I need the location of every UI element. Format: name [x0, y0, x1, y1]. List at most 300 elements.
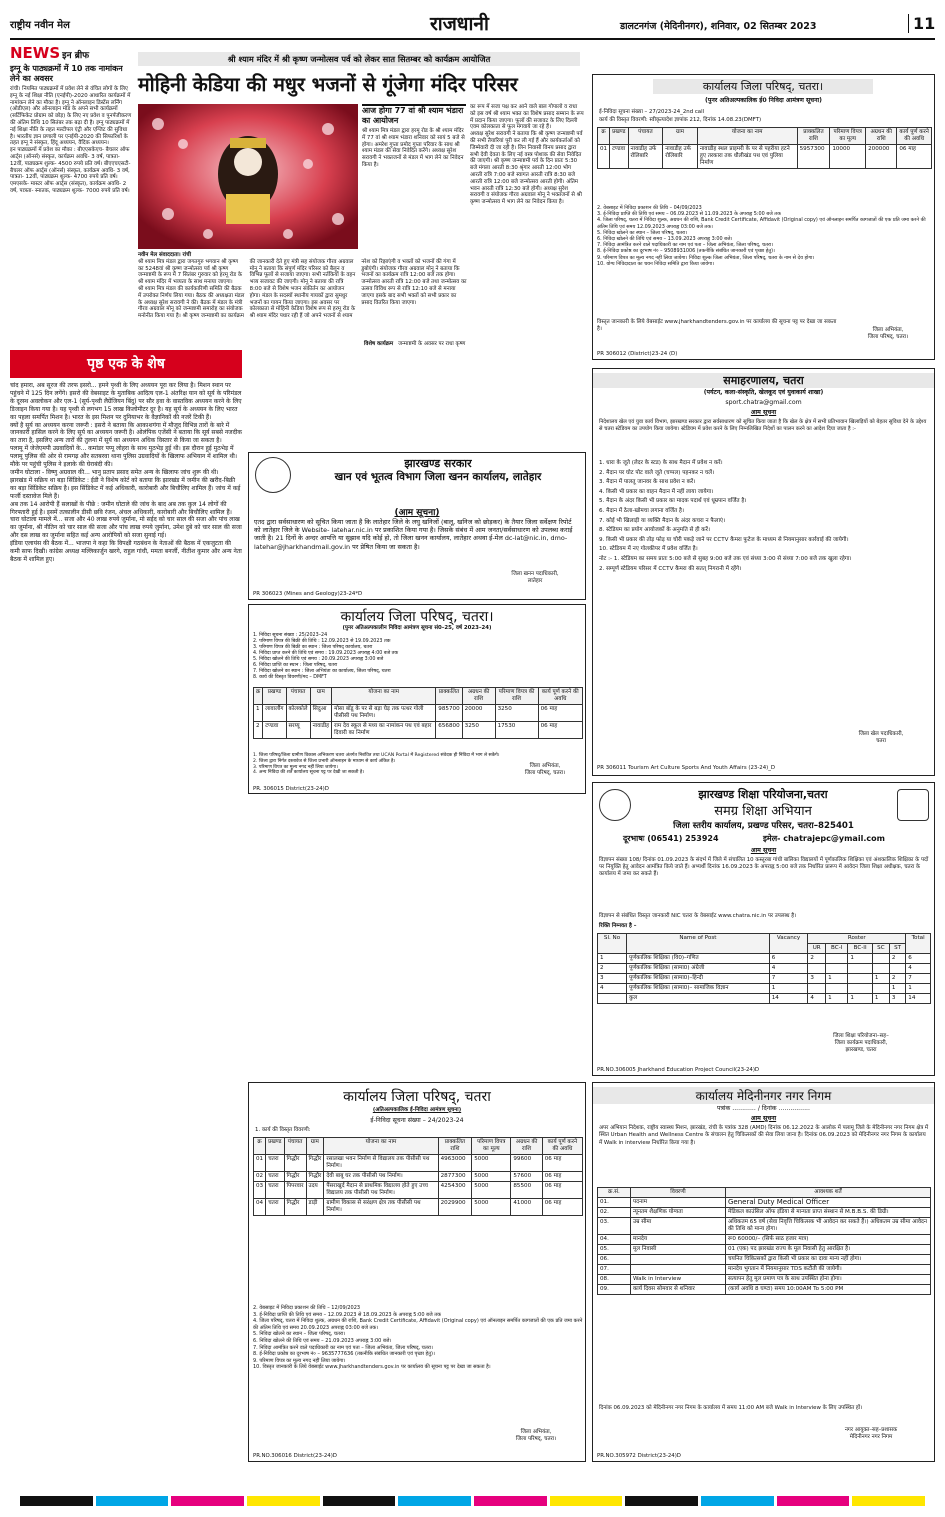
- zp-bottom-ad: [248, 1082, 586, 1462]
- th: Sl. No: [598, 934, 627, 954]
- td: 03.: [598, 1218, 631, 1235]
- th: योजना का नाम: [324, 1138, 438, 1155]
- edu-head1: झारखण्ड शिक्षा परियोजना,चतरा: [698, 788, 828, 801]
- nagar-footer: दिनांक 06.09.2023 को मेदिनीनगर नगर निगम के कार्यालय में समय 11:00 AM बजे Walk in Interview के लिए उपस्थित हों।: [599, 1405, 863, 1411]
- td: Walk in Interview: [631, 1275, 726, 1285]
- td: [872, 984, 889, 994]
- table-row: [598, 1275, 931, 1285]
- td: 5000: [472, 1182, 511, 1199]
- zp-mid-meta: 1. निविदा सूचना संख्या : 25/2023–24 2. परिमाण विपत्र की बिक्री की तिथि : 12.09.2023 से 19.09.2023 तक 3. परिमाण विपत्र की बिक्री का स्थान : जिला परिषद् कार्यालय, चतरा 4. निविदा प्राप्त करने की तिथि एवं समय : 19.09.2023 अपराह्न 4:00 बजे तक 5. निविदा खोलने की तिथि एवं समय : 20.09.2023 अपराह्न 3:00 बजे 6. निविदा प्राप्ति का स्थान : जिला परिषद्, चतरा 7. निविदा खोलने का स्थान : जिला अभियंता का कार्यालय, जिला परिषद्, चतरा 8. कार्य की विस्तृत विवरणी/मद – DMFT: [253, 633, 399, 680]
- th-roster: Roster: [808, 934, 906, 944]
- zp-bottom-title: (अतिअल्पकालिक ई-निविदा आमंत्रण सूचना): [372, 1107, 462, 1113]
- color-registration-bar: [20, 1496, 925, 1506]
- tourism-dept: (पर्यटन, कला-संस्कृति, खेलकूद एवं युवाकार्य शाखा): [703, 389, 824, 396]
- tourism-rules: 1. धारा के जूते (लेदर के स्टड) के साथ मैदान में प्रवेश न करें। 2. मैदान पर घोट पोट वाले जूते (चप्पल) पहनकर न चलें। 3. मैदान में पालतू जानवर के साथ प्रवेश न करें। 4. किसी भी प्रकार का वाहन मैदान में नहीं लाया जायेगा। 5. मैदान के अंदर किसी भी प्रकार का मादक पदार्थ एवं धूम्रपान वर्जित है। 6. मैदान में ठेला-खोमचा लगाना वर्जित है। 7. कोई भी खिलाड़ी या व्यक्ति मैदान के अंदर कचरा न फैलाएं। 8. स्टेडियम का प्रयोग आयोजकों के अनुमति से ही करें। 9. किसी भी प्रकार की तोड़ फोड़ या चोरी पकड़े जाने पर CCTV कैमरा फुटेज के माध्यम से नियमानुसार कार्रवाई की जायेगी। 10. स्टेडियम में नए गोलकीपर में प्रवेश वर्जित है। नोट :- 1. स्टेडियम का समय प्रातः 5:00 बजे से सुबह 9:00 बजे तक एवं संध्या 3:00 से संध्या 7:00 बजे तक खुला रहेगा। 2. सम्पूर्ण स्टेडियम परिसर में CCTV कैमरा की सतत् निगरानी में रहेंगे।: [599, 460, 852, 572]
- td: देवी बाबू घर तक पीसीसी पथ निर्माण।: [324, 1172, 438, 1182]
- zp-bottom-sub: 1. कार्य की विस्तृत विवरणी:: [255, 1127, 311, 1133]
- td: चतरा: [266, 1199, 284, 1216]
- table-total-row: [598, 994, 931, 1004]
- td: 4254300: [438, 1182, 472, 1199]
- td: पूर्णकालिक शिक्षिका (सामा0) अंग्रेजी: [627, 964, 770, 974]
- td: 3250: [462, 722, 495, 739]
- td: चतरा: [266, 1155, 284, 1172]
- table-row: [598, 1198, 931, 1208]
- mining-dept: खान एवं भूतत्व विभाग जिला खनन कार्यालय, लातेहार: [334, 471, 542, 483]
- td: सरय्यू: [286, 722, 310, 739]
- td: 3250: [495, 705, 538, 722]
- td: पूर्णकालिक शिक्षिका (सामा0)– सामाजिक विज्ञान: [627, 984, 770, 994]
- td: 1: [826, 994, 848, 1004]
- td: सिदुआ: [310, 705, 332, 722]
- th: कार्य पूर्ण करने की अवधि: [897, 128, 932, 145]
- tourism-email: sport.chatra@gmail.com: [725, 399, 802, 406]
- td: 99600: [511, 1155, 542, 1172]
- tourism-ad: [592, 368, 935, 776]
- swatch: [852, 1496, 925, 1506]
- tourism-pr: PR 306011 Tourism Art Culture Sports And Youth Affairs (23-24)_D: [597, 765, 776, 771]
- edu-table: [597, 933, 931, 1004]
- td: पदनाम: [631, 1198, 726, 1208]
- td: कोलकोले: [286, 705, 310, 722]
- edu-phone: दूरभाषः (06541) 253924: [623, 834, 719, 843]
- zp-top-signer: जिला अभियंता, जिला परिषद्, चतरा।: [867, 327, 909, 340]
- td: [826, 964, 848, 974]
- td: डाड़ी: [306, 1199, 324, 1216]
- table-row: [254, 722, 583, 739]
- lead-body-text: श्री श्याम मित्र मंडल द्वारा जगतगुरु भगवान श्री कृष्ण का 5248वां श्री कृष्ण जन्मोत्सव पर्व श्री कृष्ण जन्माष्टमी के रूप में 7 सितंबर गुरुवार को हरमू रोड के श्री श्याम मंदिर में भव्यता के साथ मनाया जाएगा। श्री श्याम मित्र मंडल की कार्यकारिणी समिति की बैठक में उपरोक्त निर्णय लिया गया। बैठक की अध्यक्षता मंडल के अध्यक्ष सुरेश सरावगी ने की। बैठक में मंडल के मंत्री गौरव अग्रवाल मोनू को जन्माष्टमी समारोह का संयोजक मनोनीत किया गया है। श्री कृष्ण जन्माष्टमी का कार्यक्रम की जानकारी देते हुए मंत्री सह संयोजक गौरव अग्रवाल मोनू ने बताया कि संपूर्ण मंदिर परिसर को बैलून व विभिन्न फूलों से सजाया जाएगा। सभी नर्तकियों के वहन भव्य सजावट की जाएगी। मोनू ने बताया की रात्रि 8:00 बजे से विशेष भजन संकीर्तन का आयोजन होगा। मंडल के सदस्यों स्थानीय गायकों द्वारा सुमधुर भजनों का गायन किया जाएगा। इस अवसर पर कोलकाता से मोहिनी केडिया विशेष रूप से हरमू रोड के श्री श्याम मंदिर पधार रही हैं जो अपने भजनों से श्याम नरेश को रिझाएंगी व भक्तों को भजनों की गंगा में डुबोएंगी। संयोजक गौरव अग्रवाल मोनू ने बताया कि भजनों का कार्यक्रम रात्रि 12:00 बजे तक होगा। जन्मोत्सव आरती रात्रि 12:00 बजे तथा जन्मोत्सव का उत्सव विविध रूप से रात्रि 12:10 बजे से मनाया जाएगा इसके बाद सभी भक्तों को सभी प्रकार का प्रसाद वितरित किया जाएगा।: [138, 258, 467, 320]
- th: प्रखण्ड: [263, 688, 286, 705]
- td: 04: [254, 1199, 266, 1216]
- td: मेडिकल काउंसिल ऑफ इंडिया से मान्यता प्राप्त संस्थान से M.B.B.S. की डिग्री।: [726, 1208, 931, 1218]
- td: नावाडीह उर्फ रोलिबारि: [663, 145, 698, 169]
- zp-mid-table: [253, 687, 583, 739]
- td: 1: [889, 984, 905, 994]
- zp-top-website: विस्तृत जानकारी के लिये वेबसाईट www.jharkhandtenders.gov.in पर कार्यालय की सूचना पट्ट पर देखा जा सकता है।: [597, 319, 839, 332]
- lead-body: [138, 252, 468, 347]
- zp-bottom-office: कार्यालय जिला परिषद्, चतरा: [343, 1089, 491, 1105]
- lead-headline: मोहिनी केडिया की मधुर भजनों से गूंजेगा मंदिर परिसर: [138, 73, 518, 96]
- td: मोसा बॉडू के पर से बड़ा घेड़ तक पत्थर गोली पीसीसी पथ निर्माण।: [332, 705, 436, 722]
- td: 6: [769, 954, 808, 964]
- td: राम देव स्कूल से मध्य का नामांकन पथ एवं बहार दिवारी का निर्माण: [332, 722, 436, 739]
- table-header-row: [598, 128, 932, 145]
- td: 7: [769, 974, 808, 984]
- th: प्राक्कलित राशि: [797, 128, 830, 145]
- th: क्र.सं.: [598, 1188, 631, 1198]
- td: 57600: [511, 1172, 542, 1182]
- td: 06 माह: [538, 705, 582, 722]
- jepc-logo-icon: [599, 789, 631, 821]
- td: 656800: [436, 722, 462, 739]
- section-title: राजधानी: [430, 13, 489, 35]
- td: 06 माह: [538, 722, 582, 739]
- swatch: [474, 1496, 547, 1506]
- td: 1: [872, 974, 889, 984]
- td: 04.: [598, 1235, 631, 1245]
- td: लावालौंग: [263, 705, 286, 722]
- lead-sidebar: [362, 104, 466, 249]
- swatch: [323, 1496, 396, 1506]
- nagar-table: [597, 1187, 931, 1295]
- table-row: [254, 1182, 583, 1199]
- td: नावाडीह स्थल प्राइमरी के पर से पहरीया हटने हुए तरकारा तक धौलीखंड पथ एवं पुलिया निर्माण: [697, 145, 797, 169]
- table-row: [598, 1255, 931, 1265]
- jharkhand-emblem-icon: [255, 457, 291, 493]
- td: 2: [254, 722, 263, 739]
- th: Name of Post: [627, 934, 770, 954]
- td: 1: [769, 984, 808, 994]
- zp-top-ref: ई-निविदा सूचना संख्या – 27/2023-24_2nd call: [599, 109, 705, 115]
- td: [631, 1265, 726, 1275]
- table-row: [598, 974, 931, 984]
- td: 3: [808, 974, 826, 984]
- td: 85500: [511, 1182, 542, 1199]
- nagar-office: कार्यालय मेदिनीनगर नगर निगम: [593, 1087, 934, 1104]
- special-block: [364, 330, 468, 349]
- td: 3: [889, 994, 905, 1004]
- td: 5957300: [797, 145, 830, 169]
- td: 07.: [598, 1265, 631, 1275]
- th: परिमाण विपत्र की राशि: [495, 688, 538, 705]
- td: 1: [598, 954, 627, 964]
- td: 4963000: [438, 1155, 472, 1172]
- th: योजना का नाम: [332, 688, 436, 705]
- td: 4: [598, 984, 627, 994]
- tourism-signer: जिला खेल पदाधिकारी, चतरा: [858, 731, 904, 744]
- td: पिपरवार: [284, 1182, 306, 1199]
- td: [808, 964, 826, 974]
- th: कार्य पूर्ण करने की अवधि: [538, 688, 582, 705]
- td: टण्डवा: [610, 145, 628, 169]
- tourism-office: समाहरणालय, चतरा: [593, 373, 934, 388]
- swatch: [96, 1496, 169, 1506]
- mining-notice: (आम सूचना): [394, 508, 440, 518]
- th: SC: [872, 944, 889, 954]
- table-header-row: [254, 688, 583, 705]
- zp-bottom-table: [253, 1137, 583, 1216]
- th: परिमाण विपत्र का मूल्य: [830, 128, 866, 145]
- zp-top-title: (पुनर अतिअल्पकालिक ई0 निविदा आमंत्रण सूचना): [705, 97, 822, 104]
- zp-mid-office: कार्यालय जिला परिषद्, चतरा।: [340, 609, 494, 625]
- td: 1: [826, 974, 848, 984]
- td: 1: [872, 994, 889, 1004]
- td: 06 माह: [542, 1182, 582, 1199]
- td: मानदेय भुगतान में नियमानुसार TDS कटौती की जायेगी।: [726, 1265, 931, 1275]
- td: नावाडीह: [310, 722, 332, 739]
- lead-byline: नवीन मेल संवाददाता। रांची: [138, 252, 191, 258]
- th: ग्राम: [306, 1138, 324, 1155]
- education-ad: [592, 782, 935, 1076]
- td: अधिकतम 65 वर्ष (सेवा निवृत्ति चिकित्सक भी आवेदन कर सकते हैं।) अधिकतम उम्र सीमा आवेदन की तिथि को मान्य होगा।: [726, 1218, 931, 1235]
- zp-top-ad: [592, 74, 935, 360]
- td: चतरा: [266, 1182, 284, 1199]
- logo: राष्ट्रीय नवीन मेल: [10, 20, 70, 31]
- td: [631, 1255, 726, 1265]
- nagar-pr: PR.NO.305972 District(23-24)D: [597, 1453, 681, 1459]
- td: 2029900: [438, 1199, 472, 1216]
- td: 06.: [598, 1255, 631, 1265]
- nagar-notice: आम सूचना: [750, 1115, 777, 1122]
- td: 01 (एक) पद झारखंड राज्य के मूल निवासी हेतु आरक्षित है।: [726, 1245, 931, 1255]
- edu-signer: जिला शिक्षा परियोजना–सह– जिला कार्यक्रम पदाधिकारी, झारखण्ड, चतरा: [833, 1033, 889, 1053]
- th: परिमाण विपत्र का मूल्य: [472, 1138, 511, 1155]
- table-row: [254, 1199, 583, 1216]
- td: 01: [254, 1155, 266, 1172]
- td: 02: [254, 1172, 266, 1182]
- td: 01: [598, 145, 610, 169]
- news-brief-label: NEWS इन ब्रीफ: [10, 44, 90, 62]
- td: (कार्य अवधि 8 घण्टा) समय 10:00AM To 5:00 PM: [726, 1285, 931, 1295]
- swatch: [625, 1496, 698, 1506]
- td: गिद्धौर: [284, 1155, 306, 1172]
- td: 2: [889, 974, 905, 984]
- zp-bottom-ref: ई-निविदा सूचना संख्या – 24/2023-24: [370, 1117, 464, 1124]
- td: 1: [254, 705, 263, 722]
- td: 05.: [598, 1245, 631, 1255]
- th: प्रखण्ड: [266, 1138, 284, 1155]
- th: क्र: [598, 128, 610, 145]
- td: मानदेय: [631, 1235, 726, 1245]
- td: 2: [889, 954, 905, 964]
- table-row: [598, 145, 932, 169]
- zp-top-table: [597, 127, 932, 169]
- zp-mid-signer: जिला अभियंता, जिला परिषद्, चतरा।: [524, 763, 566, 776]
- lead-kicker: श्री श्याम मंदिर में श्री कृष्ण जन्मोत्सव पर्व को लेकर सात सितम्बर को कार्यक्रम आयोजित: [138, 52, 580, 66]
- td: 1: [848, 954, 873, 964]
- brief-headline: इग्नू के पाठ्यक्रमों में 10 तक नामांकन लेने का अवसर: [10, 64, 123, 83]
- td: गिद्धौर: [306, 1155, 324, 1172]
- td: 41000: [511, 1199, 542, 1216]
- lead-photo: [138, 104, 358, 249]
- td: गिद्धौर: [284, 1172, 306, 1182]
- special-text: जन्माष्टमी के अवसर पर राधा कृष्ण: [398, 341, 466, 347]
- td: [889, 964, 905, 974]
- td: 06 माह: [542, 1155, 582, 1172]
- td: 14: [906, 994, 931, 1004]
- td: चतरा: [266, 1172, 284, 1182]
- swatch: [20, 1496, 93, 1506]
- td: [848, 984, 873, 994]
- td: 5000: [472, 1155, 511, 1172]
- td: 14: [769, 994, 808, 1004]
- td: 4: [906, 964, 931, 974]
- zp-mid-notes: 1. जिला परिषद्/जिला ग्रामीण विकास अभिकरण चतरा अंतर्गत निबंधित तथा UCAN Portal में Registered संवेदक ही निविदा में भाग ले सकेंगे। 2. जिला द्वारा निर्गत दस्तावेज से जिला प्रभारी ऑनलाइन के माध्यम से कार्य अंकित है। 3. परिमाण विपत्र का मूल्य नगद नहीं लिया जायेगा। 4. अन्य निविदा की शर्तें कार्यालय सूचना पट्ट पर देखी जा सकती है।: [253, 753, 500, 776]
- td: 02.: [598, 1208, 631, 1218]
- table-row: [598, 1208, 931, 1218]
- swatch: [247, 1496, 320, 1506]
- zp-bottom-pr: PR.NO.306016 District(23-24)D: [253, 1453, 337, 1459]
- td: [826, 954, 848, 964]
- td: General Duty Medical Officer: [726, 1198, 931, 1208]
- td: 4: [769, 964, 808, 974]
- td: [598, 994, 627, 1004]
- table-header-row: [598, 934, 931, 944]
- td: 985700: [436, 705, 462, 722]
- td-total-label: कुल: [627, 994, 770, 1004]
- td: रसालखा भवन निर्माण से विद्यालय तक पीसीसी पथ निर्माण।: [324, 1155, 438, 1172]
- th: योजना का नाम: [697, 128, 797, 145]
- td: 1: [906, 984, 931, 994]
- td: ग्रामीण विकास से सरंक्षण क्षेत्र तक पीसीसी पथ निर्माण।: [324, 1199, 438, 1216]
- th: प्राक्कलित: [436, 688, 462, 705]
- front-continued-header: पृष्ठ एक के शेष: [10, 350, 242, 378]
- page-number: 11: [908, 14, 935, 33]
- edu-email: इमेल- chatrajepc@ymail.com: [763, 834, 885, 843]
- td: गिद्धौर: [306, 1172, 324, 1182]
- td: 3: [598, 974, 627, 984]
- table-row: [598, 1218, 931, 1235]
- table-row: [254, 705, 583, 722]
- td: [848, 974, 873, 984]
- edu-pr: PR.NO.306005 Jharkhand Education Project Council(23-24)D: [597, 1067, 760, 1073]
- swatch: [701, 1496, 774, 1506]
- edu-head2: समग्र शिक्षा अभियान: [714, 804, 812, 819]
- zp-top-sub: कार्य की विस्तृत विवरणी: स्वीकृत्यादेश ज्ञापांक 212, दिनांक 14.08.23(DMFT): [599, 117, 762, 123]
- td: नावाडीह उर्फ रोलिबारि: [628, 145, 663, 169]
- td: 03: [254, 1182, 266, 1199]
- td: गिद्धौर: [284, 1199, 306, 1216]
- table-row: [598, 1235, 931, 1245]
- table-header-row: [598, 1188, 931, 1198]
- td: 4: [808, 994, 826, 1004]
- th: प्रखण्ड: [610, 128, 628, 145]
- swatch: [171, 1496, 244, 1506]
- td: न्यूनतम शैक्षणिक योग्यता: [631, 1208, 726, 1218]
- th: अग्रधन की राशि: [866, 128, 897, 145]
- edu-vacancy-label: रिक्ति निम्नवत है –: [599, 923, 637, 929]
- masthead: [10, 14, 935, 40]
- zp-top-pr: PR 306012 (District)23-24 (D): [597, 351, 678, 357]
- td: 06 माह: [542, 1172, 582, 1182]
- td: [872, 964, 889, 974]
- th: क्र: [254, 1138, 266, 1155]
- td: रू0 60000/– (सिर्फ साठ हजार मात्र): [726, 1235, 931, 1245]
- samagra-logo-icon: [897, 789, 929, 821]
- news-brief: [10, 44, 132, 306]
- table-row: [254, 1172, 583, 1182]
- th: पंचायत: [286, 688, 310, 705]
- mining-ad: [248, 452, 586, 600]
- td: 7: [906, 974, 931, 984]
- swatch: [777, 1496, 850, 1506]
- th: कार्य पूर्ण करने की अवधि: [542, 1138, 582, 1155]
- td: 10000: [830, 145, 866, 169]
- edu-notice: आम सूचना: [750, 847, 777, 854]
- mining-pr: PR 306023 (Mines and Geology)23-24*D: [253, 591, 363, 597]
- td: पूर्णकालिक शिक्षिका (वि0)–गणित: [627, 954, 770, 964]
- td: 5000: [472, 1199, 511, 1216]
- td: 01.: [598, 1198, 631, 1208]
- td: 2877300: [438, 1172, 472, 1182]
- th: अग्रधन की राशि: [462, 688, 495, 705]
- mining-body: एतद द्वारा सर्वसाधारण को सूचित किया जाता है कि लातेहार जिले के लघु खनिजों (बालू, खनिज को छोड़कर) के तैयार जिला सर्वेक्षण रिपोर्ट को लातेहार जिले के Website- latehar.nic.in पर प्रकाशित किया गया है। जिसके संबंध में आम जनता/सर्वसाधारण को उपलब्ध कराई जाती है। 21 दिनों के अन्दर आपत्ति या सुझाव यदि कोई हो, तो जिला खनन कार्यालय, लातेहार अथवा ई-मेल dc-lat@nic.in, dmo-latehar@jharkhandmail.gov.in पर प्रेषित किया जा सकता है।: [254, 518, 575, 551]
- td: [872, 954, 889, 964]
- td: 17530: [495, 722, 538, 739]
- td: उम्र सीमा: [631, 1218, 726, 1235]
- table-row: [598, 984, 931, 994]
- edu-body: विज्ञापन संख्या 108/ दिनांक 01.09.2023 के संदर्भ में जिले में संचालित 10 कस्तूरबा गांधी बालिका विद्यालयों में पूर्णकालिक शिक्षिका एवं अंशकालिक शिक्षिका के पदों पर नियुक्ति हेतु आवेदन आमंत्रित किये जाते हैं। अभ्यर्थी दिनांक 16.09.2023 के अपराह्न 5:00 बजे तक निर्धारित प्रारूप में आवेदन जिला शिक्षा अधीक्षक, चतरा के कार्यालय में जमा कर सकते हैं।: [599, 857, 931, 877]
- td: 200000: [866, 145, 897, 169]
- sidebar-head: आज होगा 77 वां श्री श्याम भंडारा का आयोजन: [362, 104, 466, 126]
- table-row: [598, 1245, 931, 1255]
- td: पूर्णकालिक शिक्षिका (सामा0)–हिन्दी: [627, 974, 770, 984]
- nagar-body: अपर अभियान निदेशक, राष्ट्रीय स्वास्थ्य मिशन, झारखंड, रांची के पत्रांक 328 (AMD) दिनांक 06.12.2022 के आलोक में पलामू जिले के मेदिनीनगर नगर निगम क्षेत्र में स्थित Urban Health and Wellness Centre के संचालन हेतु चिकित्सकों की सेवा लिया जाना है। दिनांक 06.09.2023 को मेदिनीनगर नगर निगम के कार्यालय में Walk in interview निर्धारित किया गया है।: [599, 1125, 930, 1146]
- td: [848, 964, 873, 974]
- th: क्र: [254, 688, 263, 705]
- zp-bottom-notes: 2. वेबसाइट में निविदा प्रकाशन की तिथि – 12/09/2023 3. ई-निविदा प्राप्ति की तिथि एवं समय – 12.09.2023 से 18.09.2023 के अपराह्न 5:00 बजे तक 4. जिला परिषद्, चतरा में निविदा शुल्क, अग्रधन की राशि, Bank Credit Certificate, Affidavit (Original copy) एवं ऑनलाइन समर्पित कागजातों की एक प्रति जमा करने की अंतिम तिथि एवं समय 20.09.2023 अपराह्न 03:00 बजे तक। 5. निविदा खोलने का स्थान – जिला परिषद्, चतरा। 6. निविदा खोलने की तिथि एवं समय – 21.09.2023 अपराह्न 3:00 बजे। 7. निविदा आमंत्रित करने वाले पदाधिकारी का नाम एवं पता – जिला अभियंता, जिला परिषद्, चतरा। 8. ई-निविदा प्रकोष्ठ का दूरभाष नं० – 9635777636 (तकनीकि संबंधित जानकारी एवं पृच्छा हेतु)। 9. परिमाण विपत्र का मूल्य नगद नहीं लिया जायेगा। 10. विस्तृत जानकारी के लिये वेबसाईट www.jharkhandtenders.gov.in पर कार्यालय की सूचना पट्ट पर देखा जा सकता है।: [253, 1305, 583, 1371]
- th: विवरणी: [631, 1188, 726, 1198]
- tourism-notice: आम सूचना: [750, 409, 777, 416]
- th: Vacancy: [769, 934, 808, 954]
- td: [826, 984, 848, 994]
- nagar-signer: नगर आयुक्त–सह–प्रशासक मेदिनीनगर नगर निगम: [844, 1427, 898, 1440]
- zp-mid-ad: [248, 604, 586, 794]
- td: 1: [848, 994, 873, 1004]
- nagar-ad: [592, 1082, 935, 1462]
- zp-top-notes: 2. वेबसाइट में निविदा प्रकाशन की तिथि – 04/09/2023 3. ई-निविदा प्राप्ति की तिथि एवं समय – 06.09.2023 से 11.09.2023 के अपराह्न 5:00 बजे तक 4. जिला परिषद्, चतरा में निविदा शुल्क, अग्रधन की राशि, Bank Credit Certificate, Affidavit (Original copy) एवं ऑनलाइन समर्पित कागजातों की एक प्रति जमा करने की अंतिम तिथि एवं समय 12.09.2023 अपराह्न 03:00 बजे तक। 5. निविदा खोलने का स्थान – जिला परिषद्, चतरा। 6. निविदा खोलने की तिथि एवं समय – 13.09.2023 अपराह्न 3:00 बजे। 7. निविदा आमंत्रित करने वाले पदाधिकारी का नाम एवं पता – जिला अभियंता, जिला परिषद्, चतरा। 8. ई-निविदा प्रकोष्ठ का दूरभाष नं० – 9508931006 (तकनीकि संबंधित जानकारी एवं पृच्छा हेतु)। 9. परिमाण विपत्र का मूल्य नगद नहीं लिया जायेगा। निविदा शुल्क जिला अभियंता, जिला परिषद्, चतरा के नाम से देय होगा। 10. योग्य निविदादाता का चयन निविदा समिति द्वारा किया जायेगा।: [597, 205, 926, 267]
- table-row: [598, 1285, 931, 1295]
- edu-website: विज्ञापन से संबंधित विस्तृत जानकारी NIC चतरा के वेबसाईट www.chatra.nic.in पर उपलब्ध है।: [599, 913, 797, 919]
- swatch: [398, 1496, 471, 1506]
- th: पंचायत: [628, 128, 663, 145]
- td: उदय: [306, 1182, 324, 1199]
- table-header-row: [254, 1138, 583, 1155]
- sidebar-text: श्री श्याम मित्र मंडल द्वारा हरमू रोड के श्री श्याम मंदिर में 77 वां श्री श्याम भंडारा शनिवार को सायं 5 बजे से होगा। अमरेश गुप्ता प्रमोद गुप्ता परिवार के साथ श्री श्याम मंडल की सेवा निवेदित करेंगे। अध्यक्ष सुरेश सरावगी ने भक्तजनों से मंडल में भाग लेने का निवेदन किया है।: [362, 128, 467, 168]
- dateline: डालटनगंज (मेदिनीनगर), शनिवार, 02 सितम्बर 2023: [620, 21, 817, 32]
- th: अग्रधन की राशि: [511, 1138, 542, 1155]
- krishna-photo-illustration: [138, 104, 358, 249]
- table-row: [598, 954, 931, 964]
- table-row: [598, 964, 931, 974]
- th: BC-II: [848, 944, 873, 954]
- zp-mid-title: (पुनर अतिअल्पकालीन निविदा आमंत्रण सूचना सं0–25, वर्ष 2023–24): [342, 625, 492, 631]
- th: BC-I: [826, 944, 848, 954]
- td: चयनित चिकित्सकों द्वारा किसी भी प्रकार का दावा मान्य नहीं होगा।: [726, 1255, 931, 1265]
- td: 06 माह: [542, 1199, 582, 1216]
- zp-top-office: कार्यालय जिला परिषद्, चतरा।: [653, 79, 873, 94]
- td: 2: [808, 954, 826, 964]
- td: मूल निवासी: [631, 1245, 726, 1255]
- td: सत्यापन हेतु मूल प्रमाण पत्र के साथ उपस्थित होना होगा।: [726, 1275, 931, 1285]
- th: Total: [906, 934, 931, 954]
- td: 08.: [598, 1275, 631, 1285]
- nagar-ref: पत्रांक ............ / दिनांक ................: [717, 1105, 810, 1112]
- td: 09.: [598, 1285, 631, 1295]
- th: ग्राम: [663, 128, 698, 145]
- td: 6: [906, 954, 931, 964]
- td: पैंसराखुर्द मैदान से प्राथमिक विद्यालय होते हुए उच्च विद्यालय तक पीसीसी पथ निर्माण।: [324, 1182, 438, 1199]
- td: [808, 984, 826, 994]
- th: ST: [889, 944, 905, 954]
- front-continued-body: चांद हमारा, अब सूरज की तरफ इसरो... हमने पृथ्वी के लिए अध्ययन पूरा कर लिया है। मिशन स्थान पर पहुंचने में 125 दिन लगेंगे। इसरो की वेबसाइट के मुताबिक आदित्य एल-1 अंतरिक्ष यान को सूर्य के परिमंडल के दूरस्थ अवलोकन और एल-1 (सूर्य-पृथ्वी लैग्रेंजियन बिंदु) पर सौर हवा के वास्तविक अध्ययन करने के लिए डिजाइन किया गया है। यह पृथ्वी से लगभग 15 लाख किलोमीटर दूर है। यह सूर्य के अध्ययन के लिए भारत का पहला समर्पित मिशन है। भारत के इस मिशन पर दुनियाभर के वैज्ञानिकों की नजरें टिकी हैं। क्यों है सूर्य का अध्ययन करना जरूरी : इसरो ने बताया कि आकाशगंगा में मौजूद विभिन्न तारों के बारे में जानकारी हासिल करने के लिए सूर्य का अध्ययन जरूरी है। ओलंपिक एजेंसी ने बताया कि सूर्य सबसे नजदीक का तारा है, इसलिए अन्य तारों की तुलना में सूर्य का अध्ययन अधिक विस्तार से किया जा सकता है। पलामू में जेजेएमपी उग्रवादियों के... कमांडर पप्पू लोहरा के साथ मुठभेड़ हुई थी। इस दौरान हुई मुठभेड़ में पलामू पुलिस की ओर से रामगढ़ और सतबरवा थाना पुलिस उग्रवादियों के खिलाफ अभियान में शामिल थी। मौके पर पहुंची पुलिस ने इलाके की घेराबंदी की। जमीन घोटाला - विष्णु अग्रवाल की... भानु प्रताप प्रसाद समेत अन्य के खिलाफ जांच शुरू की थी। झारखंड में सक्रिय था बड़ा सिंडिकेट : ईडी ने विशेष कोर्ट को बताया कि झारखंड में जमीन की खरीद-बिक्री का बड़ा सिंडिकेट सक्रिय है। इस सिंडिकेट में कई अधिकारी, कारोबारी और बिचौलिए शामिल हैं। जांच में कई फर्जी दस्तावेज मिले हैं। अब तक 14 आरोपी हैं सलाखों के पीछे : जमीन घोटाले की जांच के बाद अब तक कुल 14 लोगों की गिरफ्तारी हुई है। इसमें तत्कालीन डीसी छवि रंजन, अंचल अधिकारी, कारोबारी और बिचौलिए शामिल हैं। चारा घोटाला मामले में... सजा और 40 लाख रुपये जुर्माना, मो सईद को चार साल की सजा और पांच लाख का जुर्माना, श्री नीतिन को चार साल की सजा और पांच लाख रुपये जुर्माना, उमेश दुबे को चार साल की सजा और दस लाख का जुर्माना सहित कई अन्य आरोपियों को सजा सुनाई गई। इंडिया एलायंस की बैठक में... भाजपा ने कहा कि विपक्षी गठबंधन के नेताओं की बैठक में एकजुटता की कमी साफ दिखी। कांग्रेस अध्यक्ष मल्लिकार्जुन खरगे, राहुल गांधी, ममता बनर्जी, नीतीश कुमार और अन्य नेता बैठक में शामिल हुए।: [10, 382, 242, 563]
- zp-mid-pr: PR. 306015 District(23-24)D: [253, 786, 329, 792]
- table-row: [598, 1265, 931, 1275]
- td: 20000: [462, 705, 495, 722]
- mining-govt: झारखण्ड सरकार: [404, 457, 472, 470]
- lead-right-column: का रूप में सजा पक्ष कर आने वाले बाल गोपालो व राधा को इस वर्ष श्री श्याम भक्त का विशेष प्रसाद सम्मान के रूप में प्रदान किया जाएगा। फूलों की सजावट के लिए दिल्ली एवम कोलकाता से फूल मंगवाये जा रहे हैं। अध्यक्ष सुरेश सरावगी ने बताया कि श्री कृष्ण जन्माष्टमी पर्व की सभी तैयारियां पूरी कर ली गई हैं और कार्यकर्ताओं को जिम्मेवारी दी जा रही है। लिन निवासी विनय प्रसाद द्वारा सभी देवी देवता के लिए नई वस्त्र पोशाक की सेवा निवेदित की जाएगी। श्री कृष्ण जन्माष्टमी पर्व के दिन प्रातः 5:30 बजे मंगला आरती 8:30 श्रृंगार आरती 12:00 भोग आरती रात्रि 7:00 बजे स्वागत आरती रात्रि 8:30 बजे आरती रात्रि 12:00 बजे जन्मोत्सव आरती होगी। अंतिम भवन आरती रात्रि 12:30 बजे होगी। अध्यक्ष सुरेश सरावगी व संयोजक गौरव अग्रवाल मोनू ने भक्तजनों से श्री कृष्ण जन्मोत्सव में भाग लेने का निवेदन किया है।: [470, 104, 584, 206]
- brief-body: रांची। नियमित पाठ्यक्रमों में प्रवेश लेने से वंचित लोगों के लिए इग्नू के नई शिक्षा नीति (एनईपी)-2020 आधारित कार्यक्रमों में नामांकन लेने का मौका है। इग्नू ने ऑनलाइन डिस्टेंस लर्निंग (ओडीएल) और ऑनलाइन मोड के अपने सभी कार्यक्रमों (सर्टिफिकेट प्रोग्राम को छोड़) के लिए नए प्रवेश व पुनर्पंजीकरण की अंतिम तिथि 10 सितंबर तक बढ़ा दी है। इग्नू पाठ्यक्रमों में नई शिक्षा नीति के तहत मल्टीपल एंट्री और एग्जिट की सुविधा है। भारतीय ज्ञान प्रणाली पर एनईपी-2020 की सिफारिशों के तहत इग्नू ने संस्कृत, हिंदू अध्ययन, वैदिक अध्ययन। इन पाठ्यक्रमों में प्रवेश का मौका : बीएएसकेएच- बैचलर ऑफ आर्ट्स (ऑनर्स) संस्कृत, कार्यक्रम अवधि- 3 वर्ष, पात्रता- 12वीं, पाठ्यक्रम शुल्क- 4500 रुपये प्रति वर्ष। बीएएचएसटी- बैचलर ऑफ आर्ट्स (ऑनर्स) संस्कृत, कार्यक्रम अवधि- 3 वर्ष, पात्रता- 12वीं, पाठ्यक्रम शुल्क- 4700 रुपये प्रति वर्ष। एमएसके- मास्टर ऑफ आर्ट्स (संस्कृत), कार्यक्रम अवधि- 2 वर्ष, पात्रता- स्नातक, पाठ्यक्रम शुल्क- 7000 रुपये प्रति वर्ष।: [10, 86, 132, 194]
- th: आवश्यक शर्तें: [726, 1188, 931, 1198]
- table-row: [254, 1155, 583, 1172]
- swatch: [550, 1496, 623, 1506]
- td: 5000: [472, 1172, 511, 1182]
- th: ग्राम: [310, 688, 332, 705]
- tourism-body: निदेशालय खेल एवं युवा कार्य विभाग, झारखण्ड सरकार द्वारा सर्वसाधारण को सूचित किया जाता है कि खेल के क्षेत्र में सभी प्रतिभावान खिलाड़ियों को बेहतर सुविधा देने के उद्देश्य से चतरा स्टेडियम का उपयोग किया जायेगा। स्टेडियम में प्रवेश करने के लिए निम्नलिखित निदेशों का पालन करने का आदेश दिया जाता है :-: [599, 419, 928, 432]
- zp-bottom-signer: जिला अभियंता, जिला परिषद्, चतरा।: [515, 1429, 557, 1442]
- th: प्राक्कलित राशि: [438, 1138, 472, 1155]
- mining-signer: जिला खनन पदाधिकारी, लातेहार: [511, 571, 559, 584]
- td: कार्य दिवस सोमवार से शनिवार: [631, 1285, 726, 1295]
